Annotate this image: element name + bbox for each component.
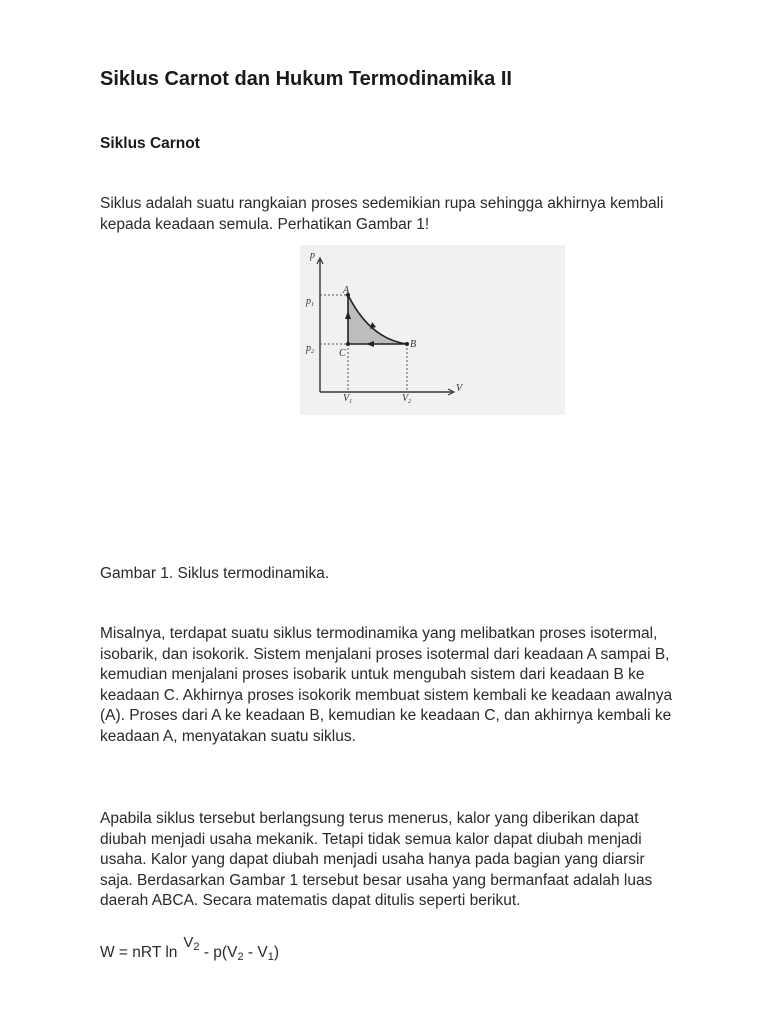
axis-label-v: V [456, 383, 463, 394]
formula-fraction-top: $V_2$ [183, 934, 200, 953]
document-title: Siklus Carnot dan Hukum Termodinamika II [100, 68, 512, 90]
axis-label-p: p [310, 250, 315, 261]
section-heading: Siklus Carnot [100, 135, 200, 152]
tick-label-v1: $V_1$ [343, 393, 353, 405]
point-b-marker [405, 342, 409, 346]
arrow-ab [370, 322, 376, 329]
paragraph-cycle-description: Misalnya, terdapat suatu siklus termodinamika yang melibatkan proses isotermal, isobarik, dan isokorik. Sistem menjalani proses isotermal dari keadaan A sampai B, kemudian menjalani proses isobarik untuk mengubah sistem dari keadaan B ke keadaan C. Akhirnya proses isokorik membuat sistem kembali ke keadaan awalnya (A). Proses dari A ke keadaan B, kemudian ke keadaan C, dan akhirnya kembali ke keadaan A, menyatakan suatu siklus. [100, 625, 673, 745]
label-a: A [343, 285, 350, 296]
work-formula: W = nRT $\ln V_2 - p(V_2 - V_1)$ [100, 934, 279, 963]
pv-diagram-figure [300, 245, 565, 415]
paragraph-work-description: Apabila siklus tersebut berlangsung terus menerus, kalor yang diberikan dapat diubah menjadi usaha mekanik. Tetapi tidak semua kalor dapat diubah menjadi usaha. Kalor yang dapat diubah menjadi usaha hanya pada bagian yang diarsir saja. Berdasarkan Gambar 1 tersebut besar usaha yang bermanfaat adalah luas daerah ABCA. Secara matematis dapat ditulis seperti berikut. [100, 810, 653, 910]
tick-label-p1: $p_1$ [306, 296, 314, 308]
tick-label-v2: $V_2$ [402, 393, 412, 405]
figure-caption: Gambar 1. Siklus termodinamika. [100, 565, 330, 582]
shaded-area [348, 295, 407, 344]
pv-diagram [300, 245, 565, 415]
point-c-marker [346, 342, 350, 346]
label-b: B [410, 339, 417, 350]
label-c: C [339, 348, 346, 359]
tick-label-p2: $p_2$ [306, 343, 314, 355]
paragraph-intro: Siklus adalah suatu rangkaian proses sedemikian rupa sehingga akhirnya kembali kepada keadaan semula. Perhatikan Gambar 1! [100, 195, 664, 233]
